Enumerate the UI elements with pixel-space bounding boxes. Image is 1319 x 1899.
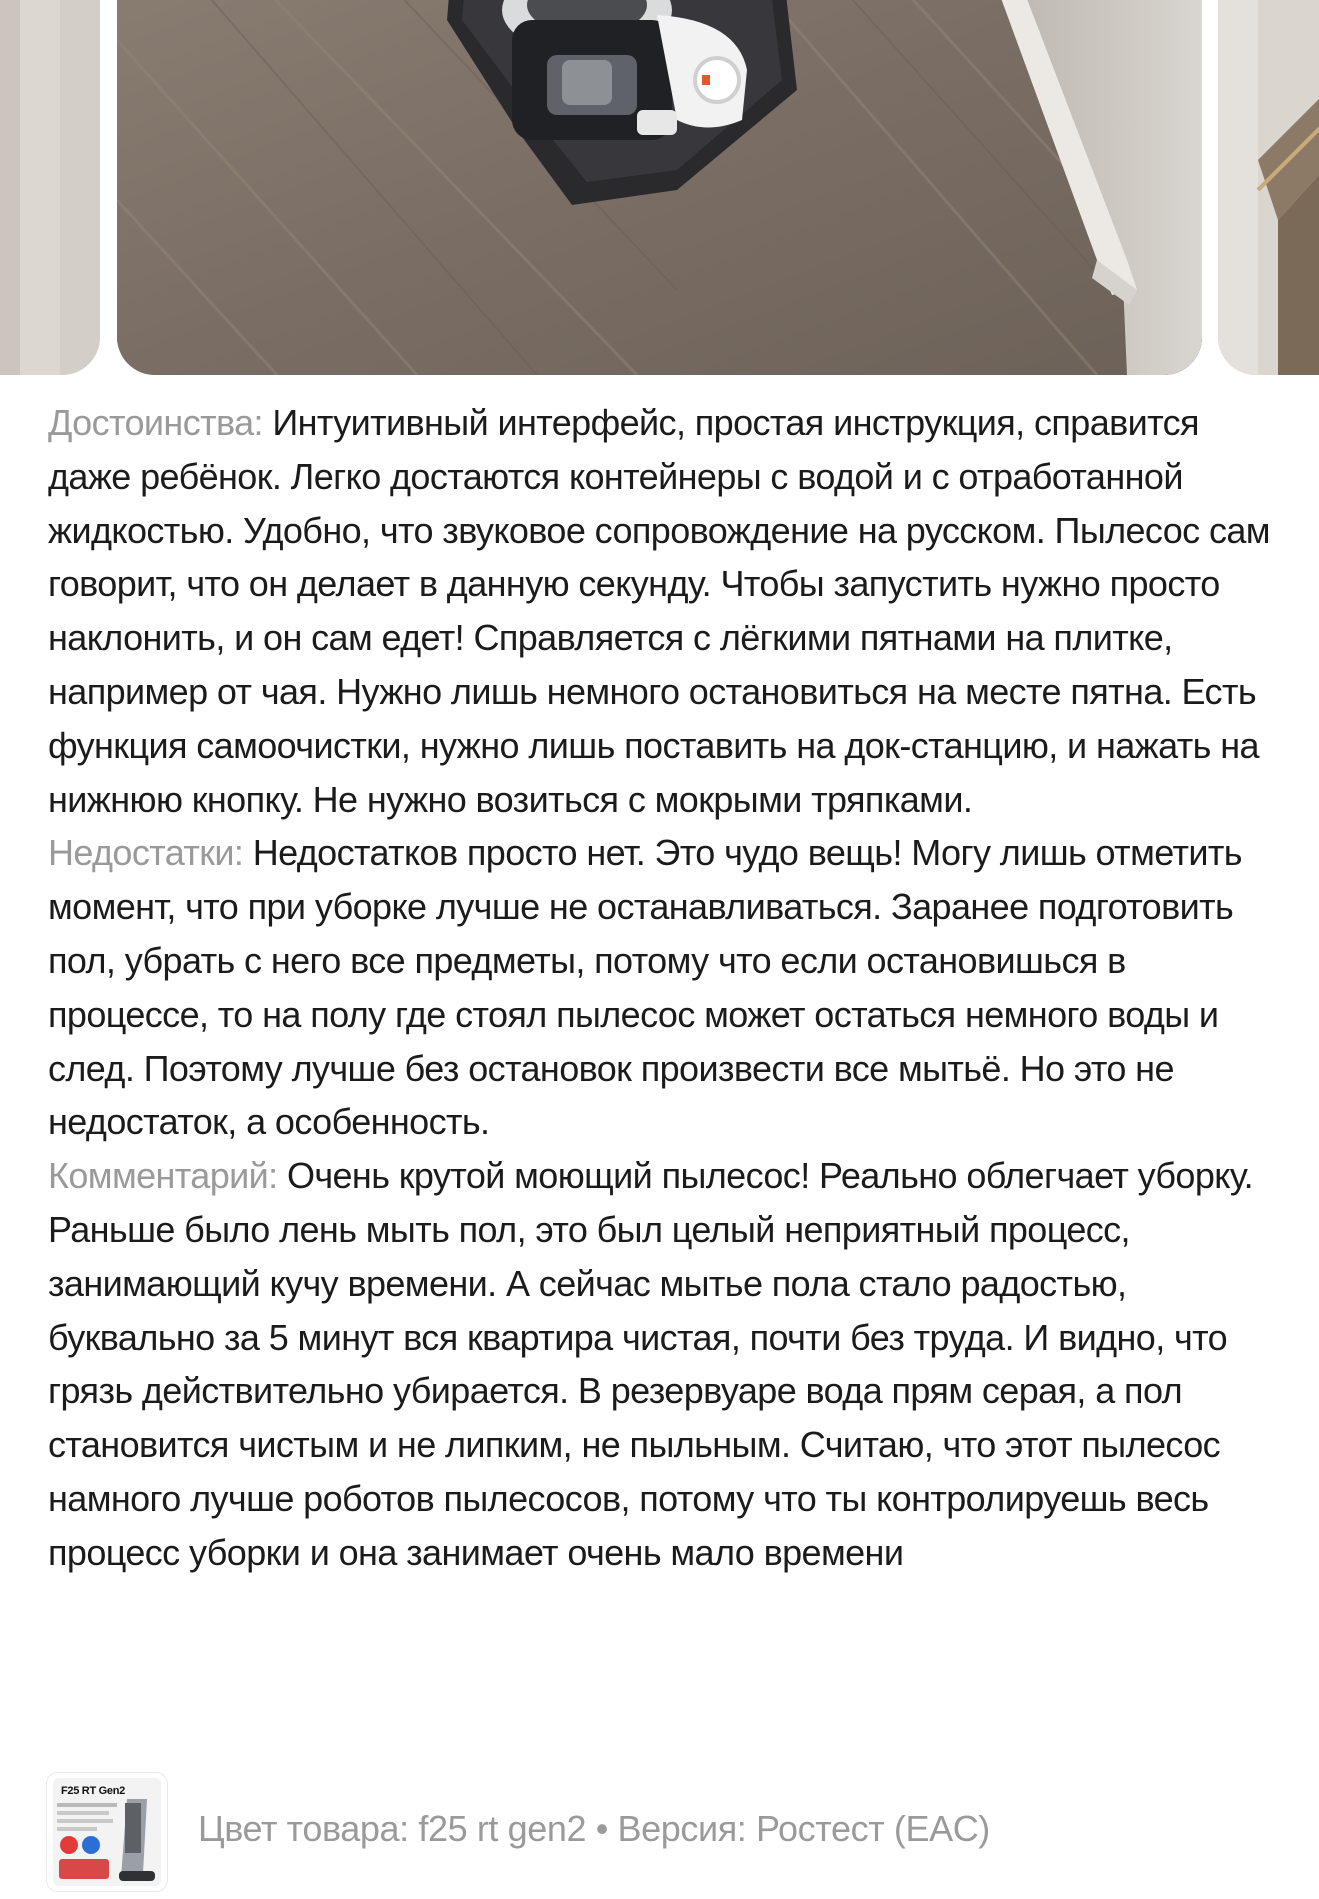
pros-text: Интуитивный интерфейс, простая инструкция, справится даже ребёнок. Легко достаются контейнеры с водой и с отработанной жидкостью. Удобно, что звуковое сопровождение на русском. Пылесос сам говорит, что он делает в данную секунду. Чтобы запустить нужно просто наклонить, и он сам едет! Справляется с лёгкими пятнами на плитке, например от чая. Нужно лишь немного остановиться на месте пятна. Есть функция самоочистки, нужно лишь поставить на док-станцию, и нажать на нижнюю кнопку. Не нужно возиться с мокрыми тряпками. — [48, 402, 1270, 820]
version-value: Ростест (EAC) — [756, 1808, 990, 1849]
review-comment — [48, 1149, 1288, 1579]
vacuum-photo-image — [117, 0, 1202, 375]
product-variant-info — [198, 1808, 990, 1850]
review-body — [48, 396, 1288, 1580]
review-pros — [48, 396, 1288, 826]
previous-photo-image — [0, 0, 100, 375]
thumbnail-label: F25 RT Gen2 — [61, 1785, 125, 1797]
next-photo-image — [1218, 0, 1319, 375]
review-photo-previous[interactable] — [0, 0, 100, 375]
review-photo-next[interactable] — [1218, 0, 1319, 375]
product-variant-row[interactable] — [46, 1772, 1286, 1890]
version-label: Версия: — [617, 1808, 747, 1849]
cons-text: Недостатков просто нет. Это чудо вещь! Могу лишь отметить момент, что при уборке лучше не останавливаться. Заранее подготовить пол, убрать с него все предметы, потому что если остановишься в процессе, то на полу где стоял пылесос может остаться немного воды и след. Поэтому лучше без остановок произвести все мытьё. Но это не недостаток, а особенность. — [48, 832, 1242, 1143]
cons-label: Недостатки: — [48, 832, 244, 874]
review-photo-carousel[interactable] — [0, 0, 1319, 375]
review-cons — [48, 826, 1288, 1149]
comment-label: Комментарий: — [48, 1155, 278, 1197]
comment-text: Очень крутой моющий пылесос! Реально облегчает уборку. Раньше было лень мыть пол, это был целый неприятный процесс, занимающий кучу времени. А сейчас мытье пола стало радостью, буквально за 5 минут вся квартира чистая, почти без труда. И видно, что грязь действительно убирается. В резервуаре вода прям серая, а пол становится чистым и не липким, не пыльным. Считаю, что этот пылесос намного лучше роботов пылесосов, потому что ты контролируешь весь процесс уборки и она занимает очень мало времени — [48, 1155, 1254, 1573]
color-value: f25 rt gen2 — [418, 1808, 587, 1849]
pros-label: Достоинства: — [48, 402, 263, 443]
product-thumbnail[interactable] — [46, 1772, 168, 1892]
review-photo-main[interactable] — [117, 0, 1202, 375]
meta-separator: • — [595, 1808, 608, 1849]
color-label: Цвет товара: — [198, 1808, 409, 1849]
